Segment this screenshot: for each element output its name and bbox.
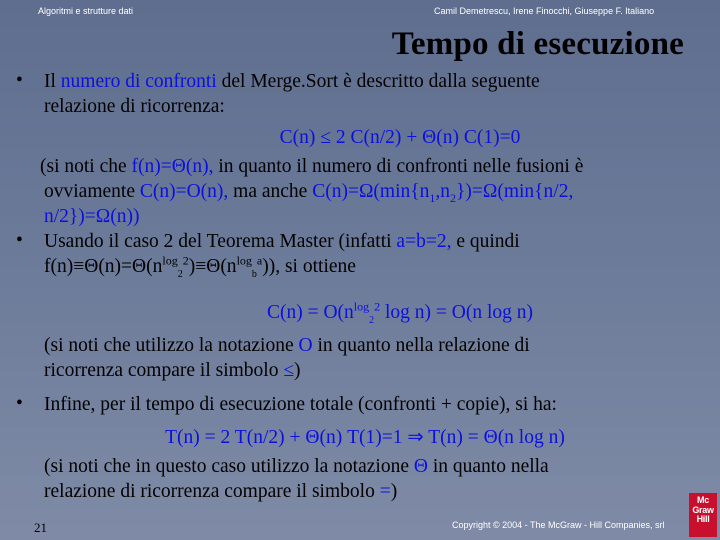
equivalence-icon: ≡ (73, 256, 85, 277)
text-fragment: (si noti che in questo caso utilizzo la notazione (44, 456, 414, 477)
text-fragment: (si noti che utilizzo la notazione (44, 335, 299, 356)
superscript: log (353, 299, 370, 314)
note-1-line-1 (40, 155, 583, 179)
text-fragment: in quanto nella relazione di (312, 335, 530, 356)
text-fragment: f(n) (44, 256, 74, 277)
bullet-marker-1: • (16, 70, 23, 91)
logo-line: Mc (697, 495, 709, 505)
subscript: 1 (429, 190, 436, 205)
text-fragment: e quindi (451, 231, 520, 252)
note-3-line-1 (44, 455, 549, 479)
text-fragment: Θ(n (206, 256, 237, 277)
text-fragment: in quanto il numero di confronti nelle fusioni è (213, 156, 584, 177)
slide-title: Tempo di esecuzione (391, 26, 684, 62)
text-fragment: ovviamente (44, 181, 140, 202)
highlight-a-b: a=b=2, (396, 231, 452, 252)
highlight-leq: ≤ (283, 360, 295, 381)
bullet-marker-2: • (16, 230, 23, 251)
text-fragment: ) (294, 360, 301, 381)
highlight-omega-min (312, 181, 574, 205)
formula-master-result (40, 299, 720, 326)
text-fragment: })=Ω(min{n/2, (456, 181, 574, 202)
bullet-2-line-1 (44, 230, 520, 254)
bullet-1-line-1 (44, 70, 540, 94)
bullet-marker-3: • (16, 393, 23, 414)
subscript: 2 (450, 190, 456, 205)
header-course-title: Algoritmi e strutture dati (38, 6, 134, 16)
highlight-theta: Θ (413, 456, 428, 477)
bullet-2-line-2 (44, 255, 356, 279)
highlight-big-o: O (298, 335, 313, 356)
bullet-3-line-1: Infine, per il tempo di esecuzione totale (confronti + copie), si ha: (44, 394, 557, 415)
logo-line: Graw (692, 504, 714, 515)
text-fragment: Θ(n)=Θ(n (84, 256, 163, 277)
superscript: 2 (182, 253, 189, 268)
text-fragment: C(n) = O(n (266, 302, 354, 323)
highlight-cn-on: C(n)=O(n), (139, 181, 229, 202)
highlight-fn: f(n)=Θ(n), (131, 156, 214, 177)
text-fragment: T(n) = 2 T(n/2) + Θ(n) T(1)=1 (165, 427, 408, 448)
note-2-line-2 (44, 359, 301, 383)
note-3-line-2 (44, 480, 397, 504)
highlight-numero-confronti: numero di confronti (60, 71, 217, 92)
copyright-notice: Copyright © 2004 - The McGraw - Hill Companies, srl (452, 520, 665, 530)
text-fragment: ma anche (228, 181, 313, 202)
text-fragment: in quanto nella (427, 456, 549, 477)
superscript: log (162, 253, 178, 268)
text-fragment: (si noti che (40, 156, 132, 177)
mcgraw-hill-logo-icon (689, 493, 717, 537)
logo-line: Hill (696, 514, 710, 524)
superscript: 2 (374, 299, 381, 314)
text-fragment: ,n (435, 181, 450, 202)
subscript: 2 (177, 268, 183, 280)
equivalence-icon: ≡ (195, 256, 207, 277)
note-2-line-1 (44, 334, 530, 358)
page-number: 21 (34, 520, 47, 535)
text-fragment: relazione di ricorrenza compare il simbolo (44, 481, 380, 502)
note-1-line-3: n/2})=Ω(n)) (44, 206, 140, 227)
subscript: b (251, 268, 257, 280)
subscript: 2 (369, 314, 375, 326)
text-fragment: ricorrenza compare il simbolo (44, 360, 284, 381)
text-fragment: T(n) = Θ(n log n) (423, 427, 565, 448)
text-fragment: Il (44, 71, 61, 92)
bullet-1-line-2: relazione di ricorrenza: (44, 96, 225, 117)
formula-total-time (5, 425, 720, 449)
text-fragment: C(n)=Ω(min{n (312, 181, 430, 202)
superscript: a (256, 253, 263, 268)
formula-recurrence-c: C(n) ≤ 2 C(n/2) + Θ(n) C(1)=0 (279, 127, 521, 148)
text-fragment: ) (390, 481, 398, 502)
header-authors: Camil Demetrescu, Irene Finocchi, Giuseppe F. Italiano (434, 6, 655, 16)
text-fragment: Usando il caso 2 del Teorema Master (infatti (44, 231, 397, 252)
text-fragment: del Merge.Sort è descritto dalla seguente (216, 71, 540, 92)
text-fragment: ) (188, 256, 196, 277)
implies-arrow-icon: ⇒ (407, 427, 424, 448)
superscript: log (236, 253, 252, 268)
highlight-equals: = (379, 481, 391, 502)
text-fragment: log n) = O(n log n) (380, 302, 534, 323)
text-fragment: )), si ottiene (262, 256, 356, 277)
note-1-line-2 (44, 180, 573, 204)
